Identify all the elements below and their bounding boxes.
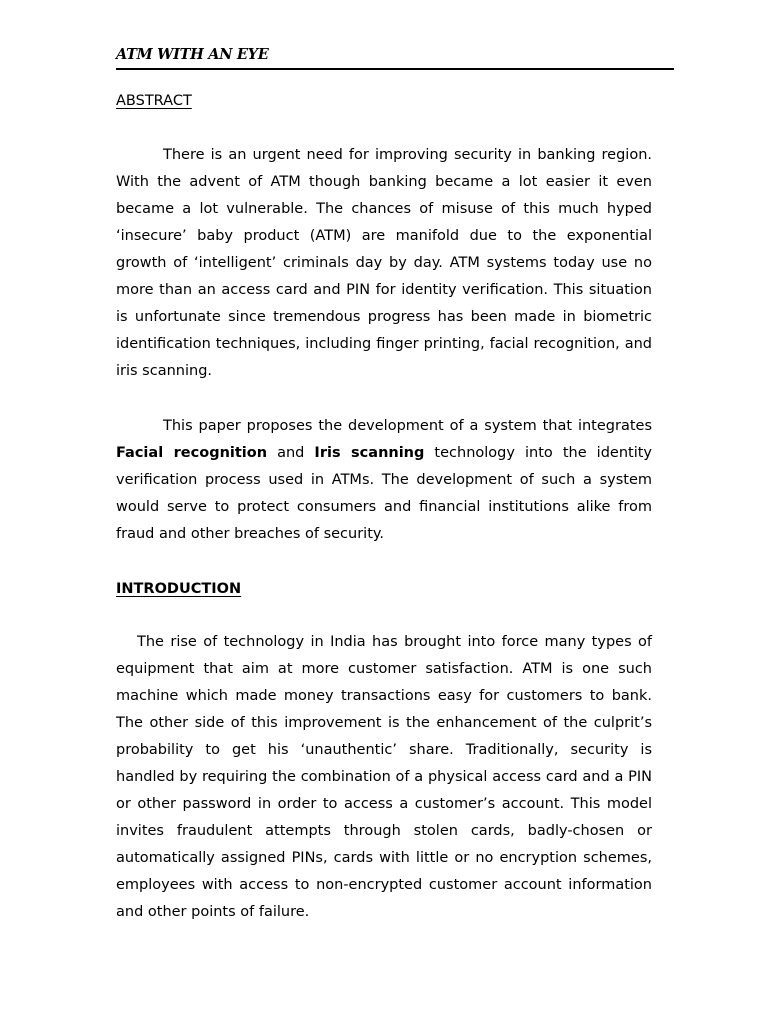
abstract-heading: ABSTRACT: [116, 93, 192, 109]
abstract-paragraph-2-text-3: technology into the identity verification process used in ATMs. The development of such a system would serve to protect consumers and financial institutions alike from fraud and other breaches of security.: [116, 445, 652, 542]
facial-recognition-term: Facial recognition: [116, 445, 268, 461]
abstract-paragraph-1: There is an urgent need for improving security in banking region. With the advent of ATM though banking became a lot easier it even became a lot vulnerable. The chances of misuse of this much hyped ‘insecure’ baby product (ATM) are manifold due to the exponential growth of ‘intelligent’ criminals day by day. ATM systems today use no more than an access card and PIN for identity verification. This situation is unfortunate since tremendous progress has been made in biometric identification techniques, including finger printing, facial recognition, and iris scanning.: [116, 147, 652, 379]
introduction-paragraph-1: The rise of technology in India has brought into force many types of equipment that aim at more customer satisfaction. ATM is one such machine which made money transactions easy for customers to bank. The other side of this improvement is the enhancement of the culprit’s probability to get his ‘unauthentic’ share. Traditionally, security is handled by requiring the combination of a physical access card and a PIN or other password in order to access a customer’s account. This model invites fraudulent attempts through stolen cards, badly-chosen or automatically assigned PINs, cards with little or no encryption schemes, employees with access to non-encrypted customer account information and other points of failure.: [116, 634, 652, 920]
iris-scanning-term: Iris scanning: [314, 445, 425, 461]
running-header: ATM WITH AN EYE: [116, 46, 269, 63]
abstract-paragraph-2-text-2: and: [267, 445, 315, 461]
header-rule: [116, 68, 674, 70]
abstract-paragraph-2: [116, 413, 652, 548]
introduction-heading: INTRODUCTION: [116, 581, 242, 597]
abstract-paragraph-2-text-1: This paper proposes the development of a system that integrates: [163, 418, 652, 434]
